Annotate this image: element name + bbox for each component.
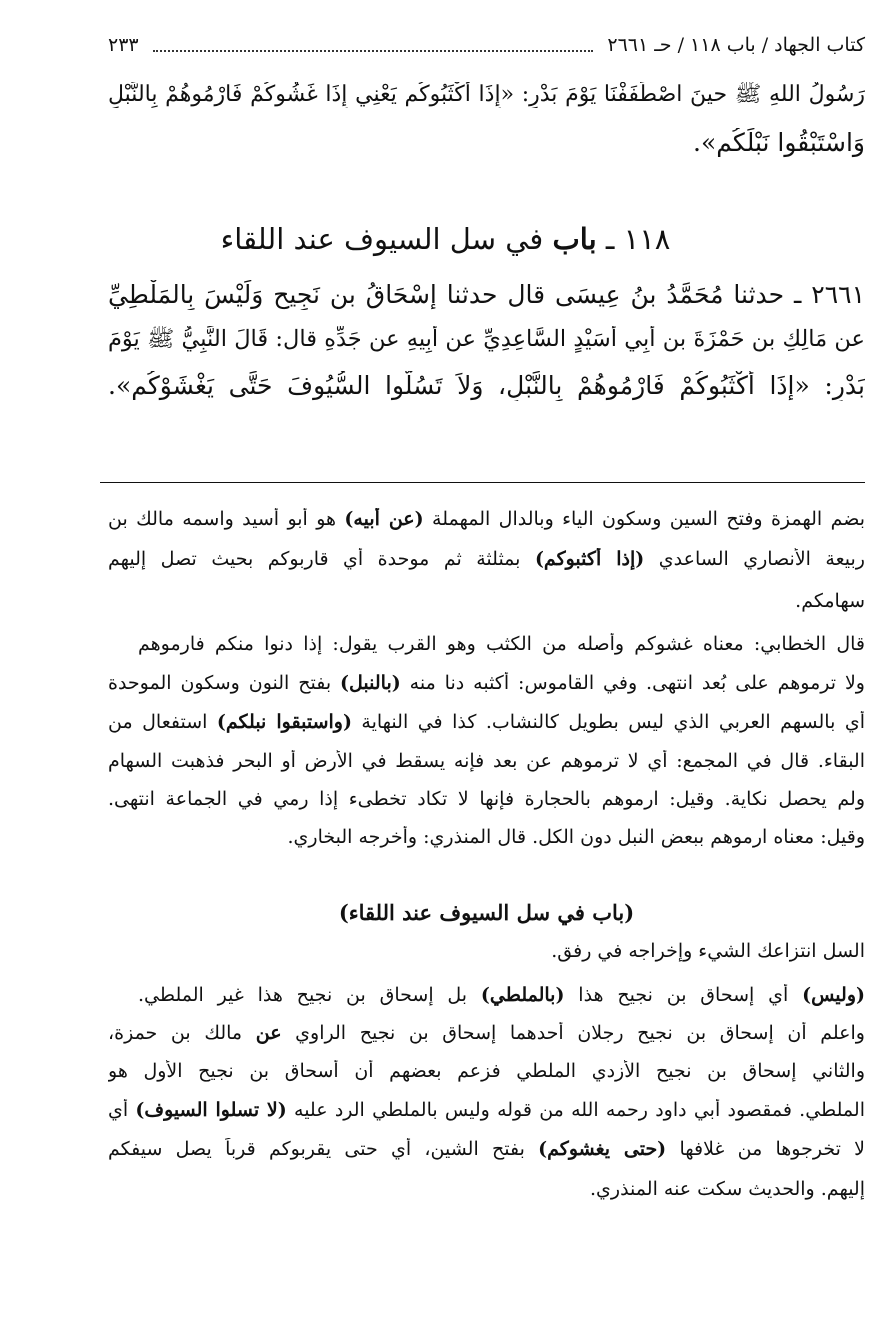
- text-segment: أي إسحاق بن نجيح هذا: [564, 984, 803, 1006]
- bold-term: عن: [255, 1022, 282, 1044]
- hadith-line: [108, 280, 865, 310]
- text-segment: أي: [108, 1099, 136, 1121]
- text-segment: ولا ترموهم على بُعد انتهى. وفي القاموس: أكثبه دنا منه: [400, 672, 865, 694]
- hadith-line: [108, 371, 865, 401]
- hadith-line: [108, 326, 865, 353]
- text-segment: واعلم أن إسحاق بن نجيح رجلان أحدهما إسحاق بن نجيح الراوي: [281, 1022, 865, 1044]
- text-segment: عن مَالِكِ بن حَمْزَةَ بنِ أَبِي أُسَيْدٍ السَّاعِدِيِّ عن أَبِيهِ عن جَدِّهِ قال: قَالَ النَّبِيُّ ﷺ يَوْمَ: [108, 326, 865, 352]
- text-segment: هو أبو أسيد واسمه مالك بن: [108, 508, 345, 530]
- bold-term: (وليس): [802, 984, 865, 1006]
- commentary-line: [108, 1138, 865, 1161]
- commentary-line: [138, 633, 865, 656]
- text-segment: استفعال من: [108, 711, 217, 733]
- commentary-line: [108, 672, 865, 695]
- running-title: كتاب الجهاد / باب ١١٨ / حـ ٢٦٦١: [607, 34, 865, 56]
- commentary-line: [108, 900, 865, 926]
- chapter-number: ١١٨ ـ: [605, 222, 671, 256]
- footnote-divider: [100, 482, 865, 483]
- bold-term: (لا تسلوا السيوف): [135, 1099, 287, 1121]
- chapter-bab: باب: [552, 222, 597, 256]
- text-segment: وَاسْتَبْقُوا نَبْلَكُم».: [693, 128, 865, 157]
- text-segment: بَدْرٍ: «إِذَا أَكْثَبُوكُمْ فَارْمُوهُمْ بِالنَّبْلِ، وَلاَ تَسُلُّوا السُّيُوفَ حَتَّى يَغْشَوْكُم».: [108, 371, 865, 400]
- bold-term: (إذا أكثبوكم): [534, 548, 645, 570]
- text-segment: ولم يحصل نكاية. وقيل: ارموهم بالحجارة فإنها لا تكاد تخطىء إذا رمي في الجماعة انتهى.: [108, 788, 865, 810]
- text-segment: وقيل: معناه ارموهم ببعض النبل دون الكل. قال المنذري: وأخرجه البخاري.: [287, 826, 865, 848]
- text-segment: سهامكم.: [795, 590, 865, 612]
- commentary-line: [108, 1178, 865, 1201]
- text-segment: أي بالسهم العربي الذي ليس بطويل كالنشاب. كذا في النهاية: [351, 711, 865, 733]
- bold-term: (واستبقوا نبلكم): [216, 711, 352, 733]
- commentary-line: [108, 788, 865, 811]
- text-segment: مالك بن حمزة،: [108, 1022, 256, 1044]
- leader-dots: [153, 50, 594, 52]
- commentary-line: [138, 984, 865, 1007]
- commentary-line: [108, 711, 865, 734]
- page-number: ٢٣٣: [108, 34, 139, 56]
- commentary-line: [108, 750, 865, 773]
- text-segment: رَسُولُ اللهِ ﷺ حينَ اصْطَفَفْنَا يَوْمَ بَدْرٍ: «إِذَا أَكْثَبُوكُم يَعْنِي إِذَا غَشُوكُمْ فَارْمُوهُمْ بِالنَّبْلِ: [108, 82, 865, 107]
- commentary-line: [108, 508, 865, 531]
- text-segment: ربيعة الأنصاري الساعدي: [644, 548, 865, 570]
- bold-term: (بالنبل): [340, 672, 401, 694]
- commentary-line: [108, 826, 865, 849]
- commentary-line: [138, 940, 865, 963]
- text-segment: بل إسحاق بن نجيح هذا غير الملطي.: [138, 984, 481, 1006]
- hadith-top-line: [108, 128, 865, 158]
- text-segment: قال الخطابي: معناه غشوكم وأصله من الكثب وهو القرب يقول: إذا دنوا منكم فارموهم: [138, 633, 865, 655]
- commentary-line: [108, 1060, 865, 1083]
- hadith-top-line: [108, 82, 865, 108]
- commentary-line: [108, 1099, 865, 1122]
- text-segment: الملطي. فمقصود أبي داود رحمه الله من قوله وليس بالملطي الرد عليه: [286, 1099, 865, 1121]
- text-segment: ٢٦٦١ ـ حدثنا مُحَمَّدُ بنُ عِيسَى قال حدثنا إِسْحَاقُ بن نَجِيحٍ وَلَيْسَ بِالمَلْطِيِّ: [108, 280, 865, 309]
- text-segment: إليهم. والحديث سكت عنه المنذري.: [590, 1178, 865, 1200]
- commentary-line: [108, 548, 865, 571]
- text-segment: بفتح الشين، أي حتى يقربوكم قرباً يصل سيفكم: [108, 1138, 539, 1160]
- running-header: [108, 30, 865, 60]
- commentary-line: [108, 590, 865, 613]
- text-segment: والثاني إسحاق بن نجيح الأزدي الملطي فزعم بعضهم أن أسحاق بن نجيح الأول هو: [108, 1060, 865, 1082]
- bold-term: (بالملطي): [480, 984, 565, 1006]
- text-segment: السل انتزاعك الشيء وإخراجه في رفق.: [551, 940, 865, 962]
- bold-term: (باب في سل السيوف عند اللقاء): [338, 900, 635, 925]
- text-segment: البقاء. قال في المجمع: أي لا ترموهم عن بعد فإنه يسقط في الأرض أو البحر فذهبت السهام: [108, 750, 865, 772]
- bold-term: (عن أبيه): [344, 508, 424, 530]
- text-segment: بمثلثة ثم موحدة أي قاربوكم بحيث تصل إليهم: [108, 548, 535, 570]
- bold-term: (حتى يغشوكم): [538, 1138, 667, 1160]
- text-segment: لا تخرجوها من غلافها: [666, 1138, 865, 1160]
- chapter-title: في سل السيوف عند اللقاء: [220, 222, 544, 256]
- text-segment: بفتح النون وسكون الموحدة: [108, 672, 341, 694]
- commentary-line: [108, 1022, 865, 1045]
- text-segment: بضم الهمزة وفتح السين وسكون الياء وبالدال المهملة: [423, 508, 865, 530]
- chapter-heading: [0, 222, 891, 256]
